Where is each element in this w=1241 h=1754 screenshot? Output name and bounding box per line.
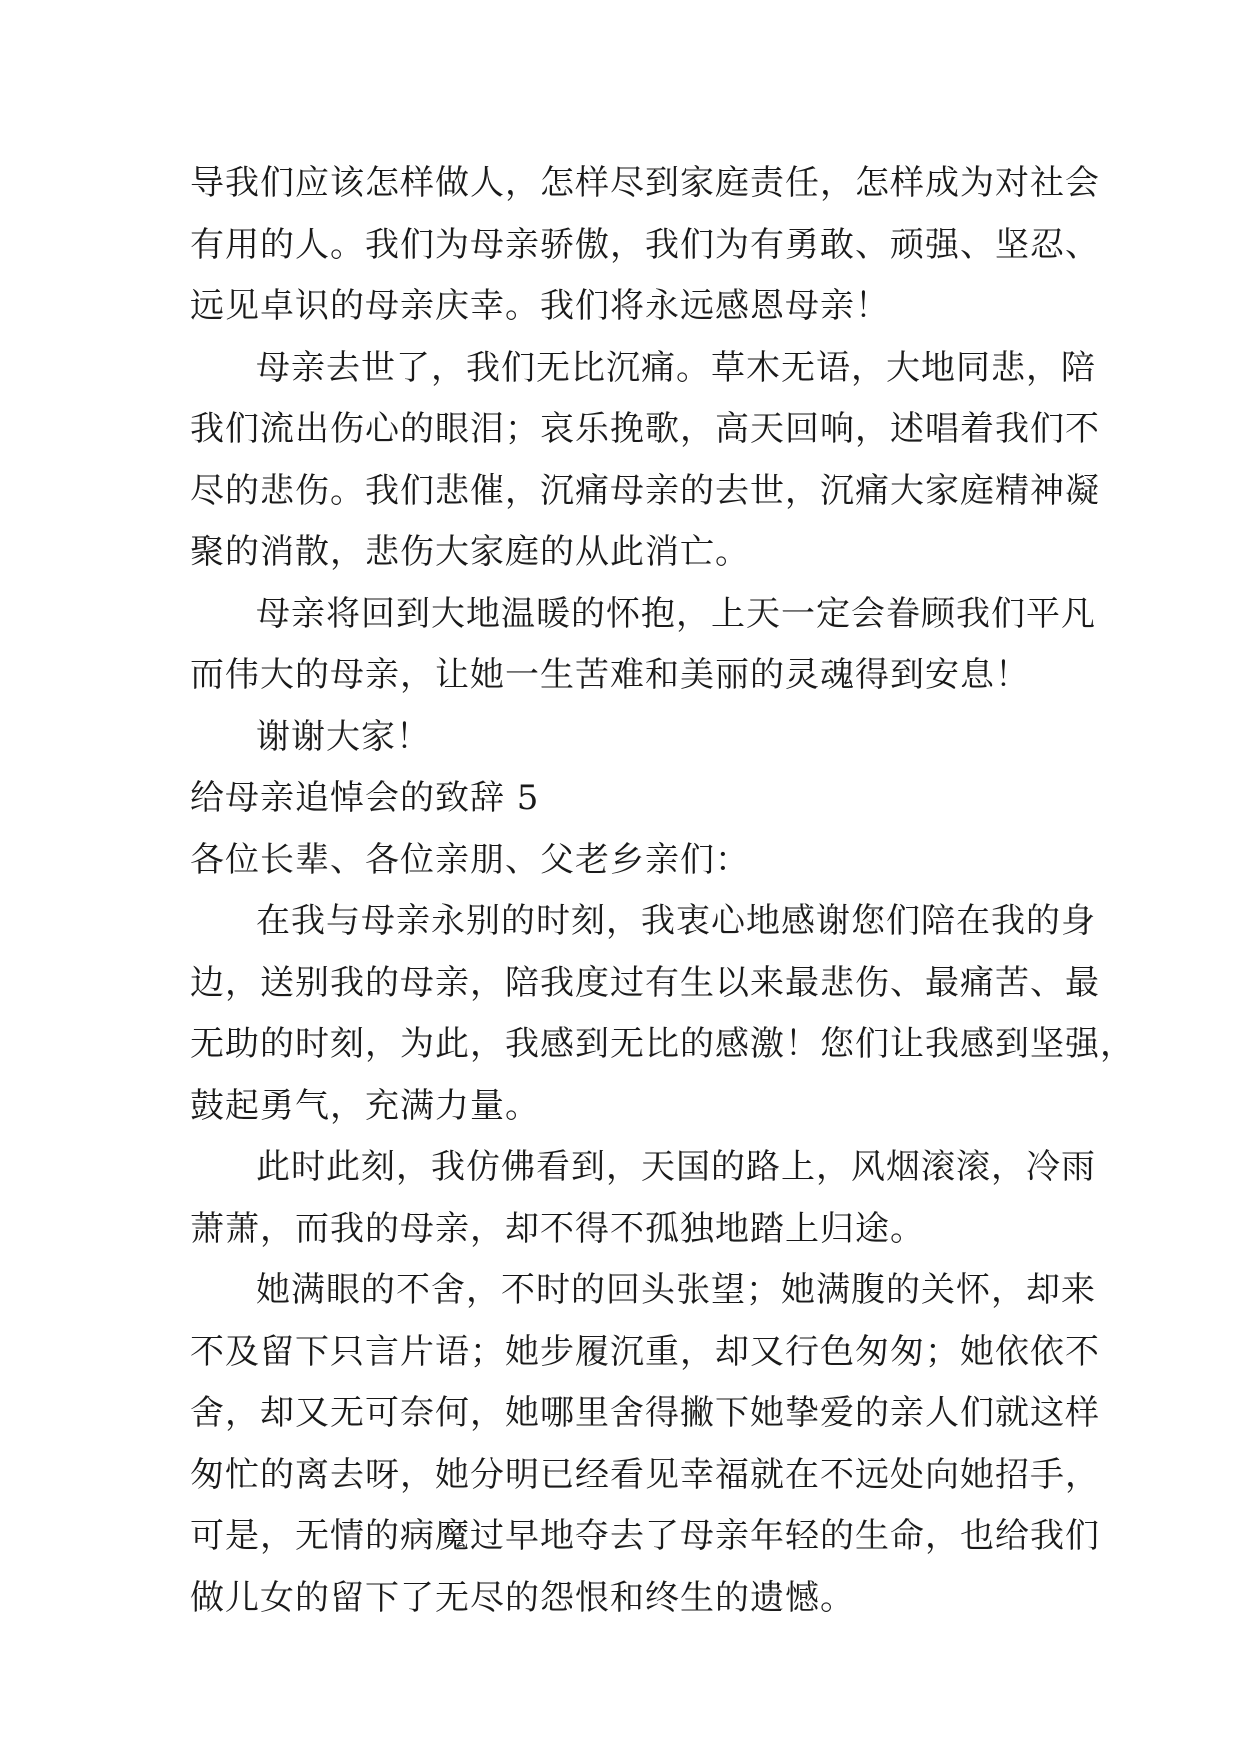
text-line: 边，送别我的母亲，陪我度过有生以来最悲伤、最痛苦、最 <box>190 962 1100 1003</box>
text-line: 聚的消散，悲伤大家庭的从此消亡。 <box>190 532 750 572</box>
text-line: 舍，却又无可奈何，她哪里舍得撇下她挚爱的亲人们就这样 <box>190 1393 1100 1433</box>
paragraph-first-line: 此时此刻，我仿佛看到，天国的路上，风烟滚滚，冷雨 <box>256 1147 1096 1187</box>
paragraph-first-line: 母亲将回到大地温暖的怀抱，上天一定会眷顾我们平凡 <box>256 593 1096 634</box>
text-line: 不及留下只言片语；她步履沉重，却又行色匆匆；她依依不 <box>190 1331 1100 1372</box>
text-line: 尽的悲伤。我们悲催，沉痛母亲的去世，沉痛大家庭精神凝 <box>190 470 1100 511</box>
document-body <box>190 153 1135 1629</box>
text-line: 匆忙的离去呀，她分明已经看见幸福就在不远处向她招手， <box>190 1454 1100 1495</box>
paragraph-first-line: 她满眼的不舍，不时的回头张望；她满腹的关怀，却来 <box>256 1270 1096 1310</box>
text-line: 鼓起勇气，充满力量。 <box>190 1085 540 1126</box>
text-line: 有用的人。我们为母亲骄傲，我们为有勇敢、顽强、坚忍、 <box>190 224 1100 265</box>
text-line: 而伟大的母亲，让她一生苦难和美丽的灵魂得到安息！ <box>190 655 1030 695</box>
text-line: 各位长辈、各位亲朋、父老乡亲们： <box>190 839 750 880</box>
text-line: 导我们应该怎样做人，怎样尽到家庭责任，怎样成为对社会 <box>190 163 1100 203</box>
paragraph-first-line: 母亲去世了，我们无比沉痛。草木无语，大地同悲，陪 <box>256 347 1096 388</box>
paragraph-first-line: 在我与母亲永别的时刻，我衷心地感谢您们陪在我的身 <box>256 901 1096 941</box>
text-line: 我们流出伤心的眼泪；哀乐挽歌，高天回响，述唱着我们不 <box>190 409 1100 449</box>
text-line: 做儿女的留下了无尽的怨恨和终生的遗憾。 <box>190 1577 855 1618</box>
text-line: 无助的时刻，为此，我感到无比的感激！您们让我感到坚强， <box>190 1024 1135 1064</box>
text-line: 给母亲追悼会的致辞 5 <box>190 778 540 818</box>
text-line: 萧萧，而我的母亲，却不得不孤独地踏上归途。 <box>190 1208 925 1249</box>
text-line: 远见卓识的母亲庆幸。我们将永远感恩母亲！ <box>190 286 890 326</box>
paragraph-first-line: 谢谢大家！ <box>256 716 431 757</box>
text-line: 可是，无情的病魔过早地夺去了母亲年轻的生命，也给我们 <box>190 1516 1100 1556</box>
